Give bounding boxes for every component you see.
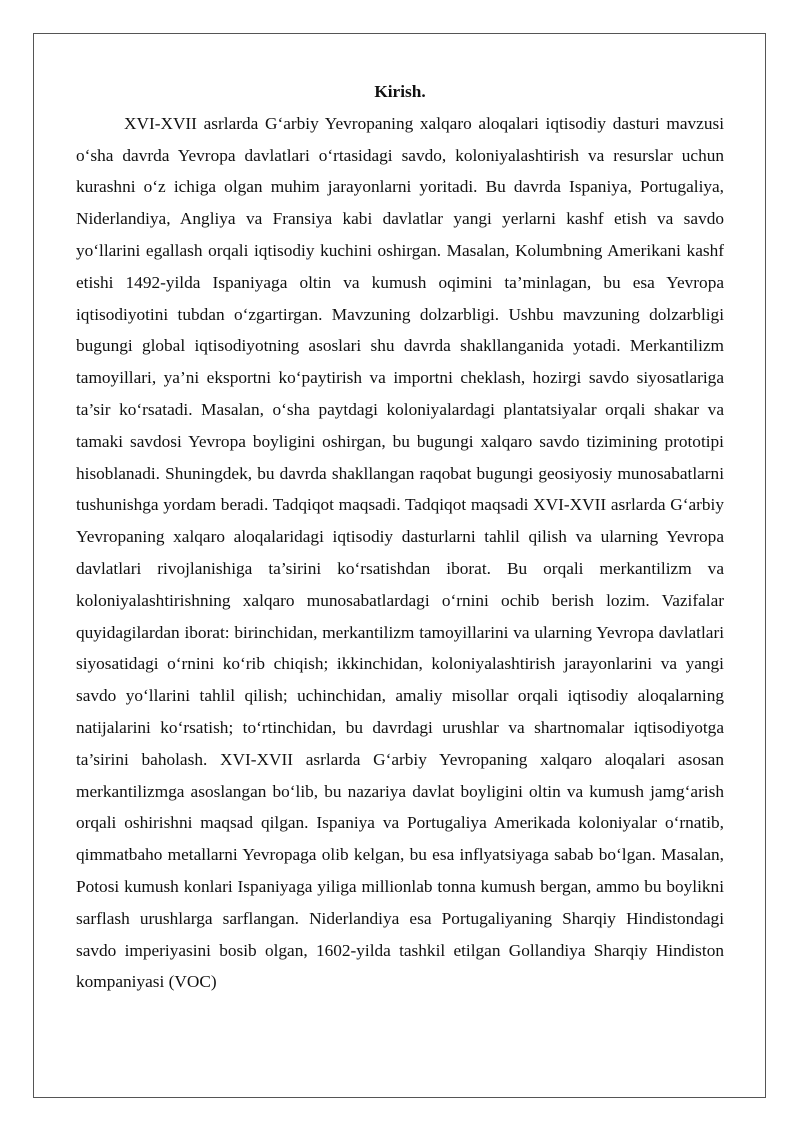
document-body [76,76,724,998]
page-frame [33,33,766,1098]
body-paragraph: XVI-XVII asrlarda G‘arbiy Yevropaning xalqaro aloqalari iqtisodiy dasturi mavzusi o‘sha davrda Yevropa davlatlari o‘rtasidagi savdo, koloniyalashtirish va resurslar uchun kurashni o‘z ichiga olgan muhim jarayonlarni yoritadi. Bu davrda Ispaniya, Portugaliya, Niderlandiya, Angliya va Fransiya kabi davlatlar yangi yerlarni kashf etish va savdo yo‘llarini egallash orqali iqtisodiy kuchini oshirgan. Masalan, Kolumbning Amerikani kashf etishi 1492-yilda Ispaniyaga oltin va kumush oqimini ta’minlagan, bu esa Yevropa iqtisodiyotini tubdan o‘zgartirgan. Mavzuning dolzarbligi. Ushbu mavzuning dolzarbligi bugungi global iqtisodiyotning asoslari shu davrda shakllanganida yotadi. Merkantilizm tamoyillari, ya’ni eksportni ko‘paytirish va importni cheklash, hozirgi savdo siyosatlariga ta’sir ko‘rsatadi. Masalan, o‘sha paytdagi koloniyalardagi plantatsiyalar orqali shakar va tamaki savdosi Yevropa boyligini oshirgan, bu bugungi xalqaro savdo tizimining prototipi hisoblanadi. Shuningdek, bu davrda shakllangan raqobat bugungi geosiyosiy munosabatlarni tushunishga yordam beradi. Tadqiqot maqsadi. Tadqiqot maqsadi XVI-XVII asrlarda G‘arbiy Yevropaning xalqaro aloqalaridagi iqtisodiy dasturlarni tahlil qilish va ularning Yevropa davlatlari rivojlanishiga ta’sirini ko‘rsatishdan iborat. Bu orqali merkantilizm va koloniyalashtirishning xalqaro munosabatlardagi o‘rnini ochib berish lozim. Vazifalar quyidagilardan iborat: birinchidan, merkantilizm tamoyillarini va ularning Yevropa davlatlari siyosatidagi o‘rnini ko‘rib chiqish; ikkinchidan, koloniyalashtirish jarayonlarini va yangi savdo yo‘llarini tahlil qilish; uchinchidan, amaliy misollar orqali iqtisodiy aloqalarning natijalarini ko‘rsatish; to‘rtinchidan, bu davrdagi urushlar va shartnomalar iqtisodiyotga ta’sirini baholash. XVI-XVII asrlarda G‘arbiy Yevropaning xalqaro aloqalari asosan merkantilizmga asoslangan bo‘lib, bu nazariya davlat boyligini oltin va kumush jamg‘arish orqali oshirishni maqsad qilgan. Ispaniya va Portugaliya Amerikada koloniyalar o‘rnatib, qimmatbaho metallarni Yevropaga olib kelgan, bu esa inflyatsiyaga sabab bo‘lgan. Masalan, Potosi kumush konlari Ispaniyaga yiliga millionlab tonna kumush bergan, ammo bu boylikni sarflash urushlarga sarflangan. Niderlandiya esa Portugaliyaning Sharqiy Hindistondagi savdo imperiyasini bosib olgan, 1602-yilda tashkil etilgan Gollandiya Sharqiy Hindiston kompaniyasi (VOC) [76,113,724,992]
page-title: Kirish. [374,82,426,101]
